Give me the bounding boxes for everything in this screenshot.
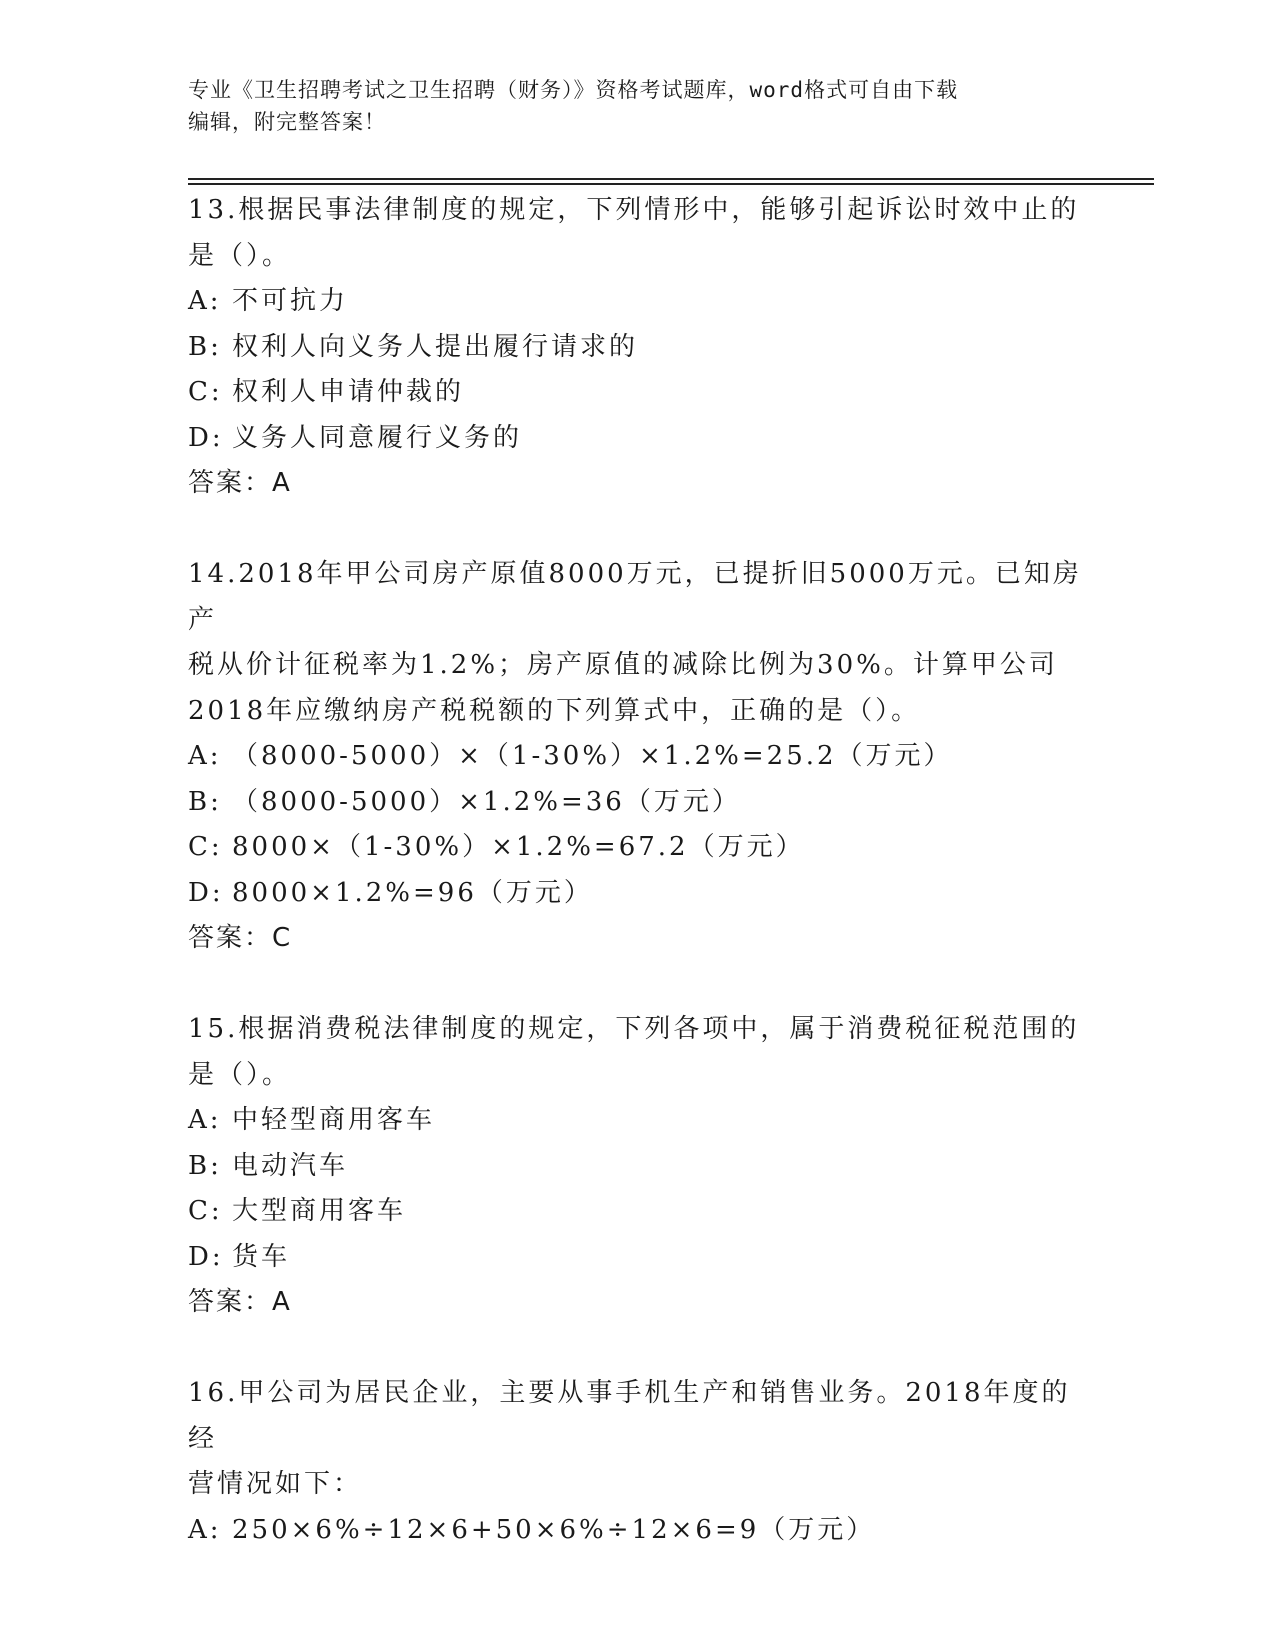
option-a: [188, 279, 1088, 325]
option-c: [188, 825, 1088, 871]
option-text: 不可抗力: [232, 286, 349, 316]
answer-line: 答案：A: [188, 1287, 292, 1317]
header-divider-bottom: [188, 183, 1154, 185]
document-header: [188, 74, 1088, 138]
question-14: [188, 552, 1088, 962]
question-spacer: [188, 962, 1088, 1008]
question-stem-line: 是（）。: [188, 1059, 292, 1090]
option-letter: C:: [188, 377, 223, 407]
answer-line: 答案：C: [188, 923, 293, 953]
question-13: [188, 188, 1088, 507]
question-stem-line: 16.甲公司为居民企业，主要从事手机生产和销售业务。2018年度的经: [188, 1378, 1071, 1454]
option-a: [188, 1098, 1088, 1144]
option-b: [188, 780, 1088, 826]
question-stem-line: 14.2018年甲公司房产原值8000万元，已提折旧5000万元。已知房产: [188, 559, 1082, 635]
option-a: [188, 734, 1088, 780]
option-text: （8000-5000）×（1-30%）×1.2%=25.2（万元）: [232, 741, 953, 771]
question-stem-line: 13.根据民事法律制度的规定，下列情形中，能够引起诉讼时效中止的: [188, 195, 1080, 225]
option-letter: C:: [188, 1196, 223, 1226]
option-text: 权利人向义务人提出履行请求的: [232, 331, 639, 362]
question-spacer: [188, 1326, 1088, 1372]
option-text: 货车: [232, 1241, 291, 1272]
question-stem-line: 税从价计征税率为1.2%；房产原值的减除比例为30%。计算甲公司: [188, 650, 1058, 680]
header-line-1: 专业《卫生招聘考试之卫生招聘（财务）》资格考试题库，word格式可自由下载: [188, 78, 959, 102]
option-letter: B:: [188, 1150, 222, 1181]
option-letter: A:: [188, 1514, 222, 1545]
option-letter: A:: [188, 741, 222, 771]
option-letter: D:: [188, 1241, 224, 1272]
option-letter: A:: [188, 286, 222, 316]
question-list: [188, 188, 1088, 1553]
option-letter: B:: [188, 331, 222, 362]
option-d: [188, 871, 1088, 917]
option-letter: A:: [188, 1105, 222, 1135]
option-c: [188, 370, 1088, 416]
header-line-2: 编辑，附完整答案！: [188, 110, 386, 134]
question-16: [188, 1371, 1088, 1553]
option-letter: D:: [188, 422, 224, 453]
option-text: 大型商用客车: [232, 1196, 407, 1226]
option-letter: D:: [188, 877, 224, 908]
option-c: [188, 1189, 1088, 1235]
option-a: [188, 1508, 1088, 1554]
option-text: 中轻型商用客车: [232, 1105, 436, 1135]
question-spacer: [188, 507, 1088, 553]
option-letter: B:: [188, 786, 222, 817]
option-text: （8000-5000）×1.2%=36（万元）: [232, 786, 741, 817]
option-text: 义务人同意履行义务的: [232, 422, 523, 453]
question-stem-line: 是（）。: [188, 240, 292, 271]
question-15: [188, 1007, 1088, 1326]
option-d: [188, 416, 1088, 462]
question-stem-line: 2018年应缴纳房产税税额的下列算式中，正确的是（）。: [188, 695, 921, 726]
header-divider-top: [188, 178, 1154, 180]
option-text: 8000×（1-30%）×1.2%=67.2（万元）: [232, 832, 805, 862]
option-text: 权利人申请仲裁的: [232, 377, 465, 407]
option-text: 电动汽车: [232, 1150, 349, 1181]
question-stem-line: 营情况如下：: [188, 1469, 363, 1499]
option-letter: C:: [188, 832, 223, 862]
option-text: 250×6%÷12×6+50×6%÷12×6=9（万元）: [232, 1514, 876, 1545]
option-b: [188, 1144, 1088, 1190]
question-stem-line: 15.根据消费税法律制度的规定，下列各项中，属于消费税征税范围的: [188, 1014, 1080, 1044]
answer-line: 答案：A: [188, 468, 292, 498]
option-d: [188, 1235, 1088, 1281]
option-text: 8000×1.2%=96（万元）: [232, 877, 593, 908]
option-b: [188, 325, 1088, 371]
